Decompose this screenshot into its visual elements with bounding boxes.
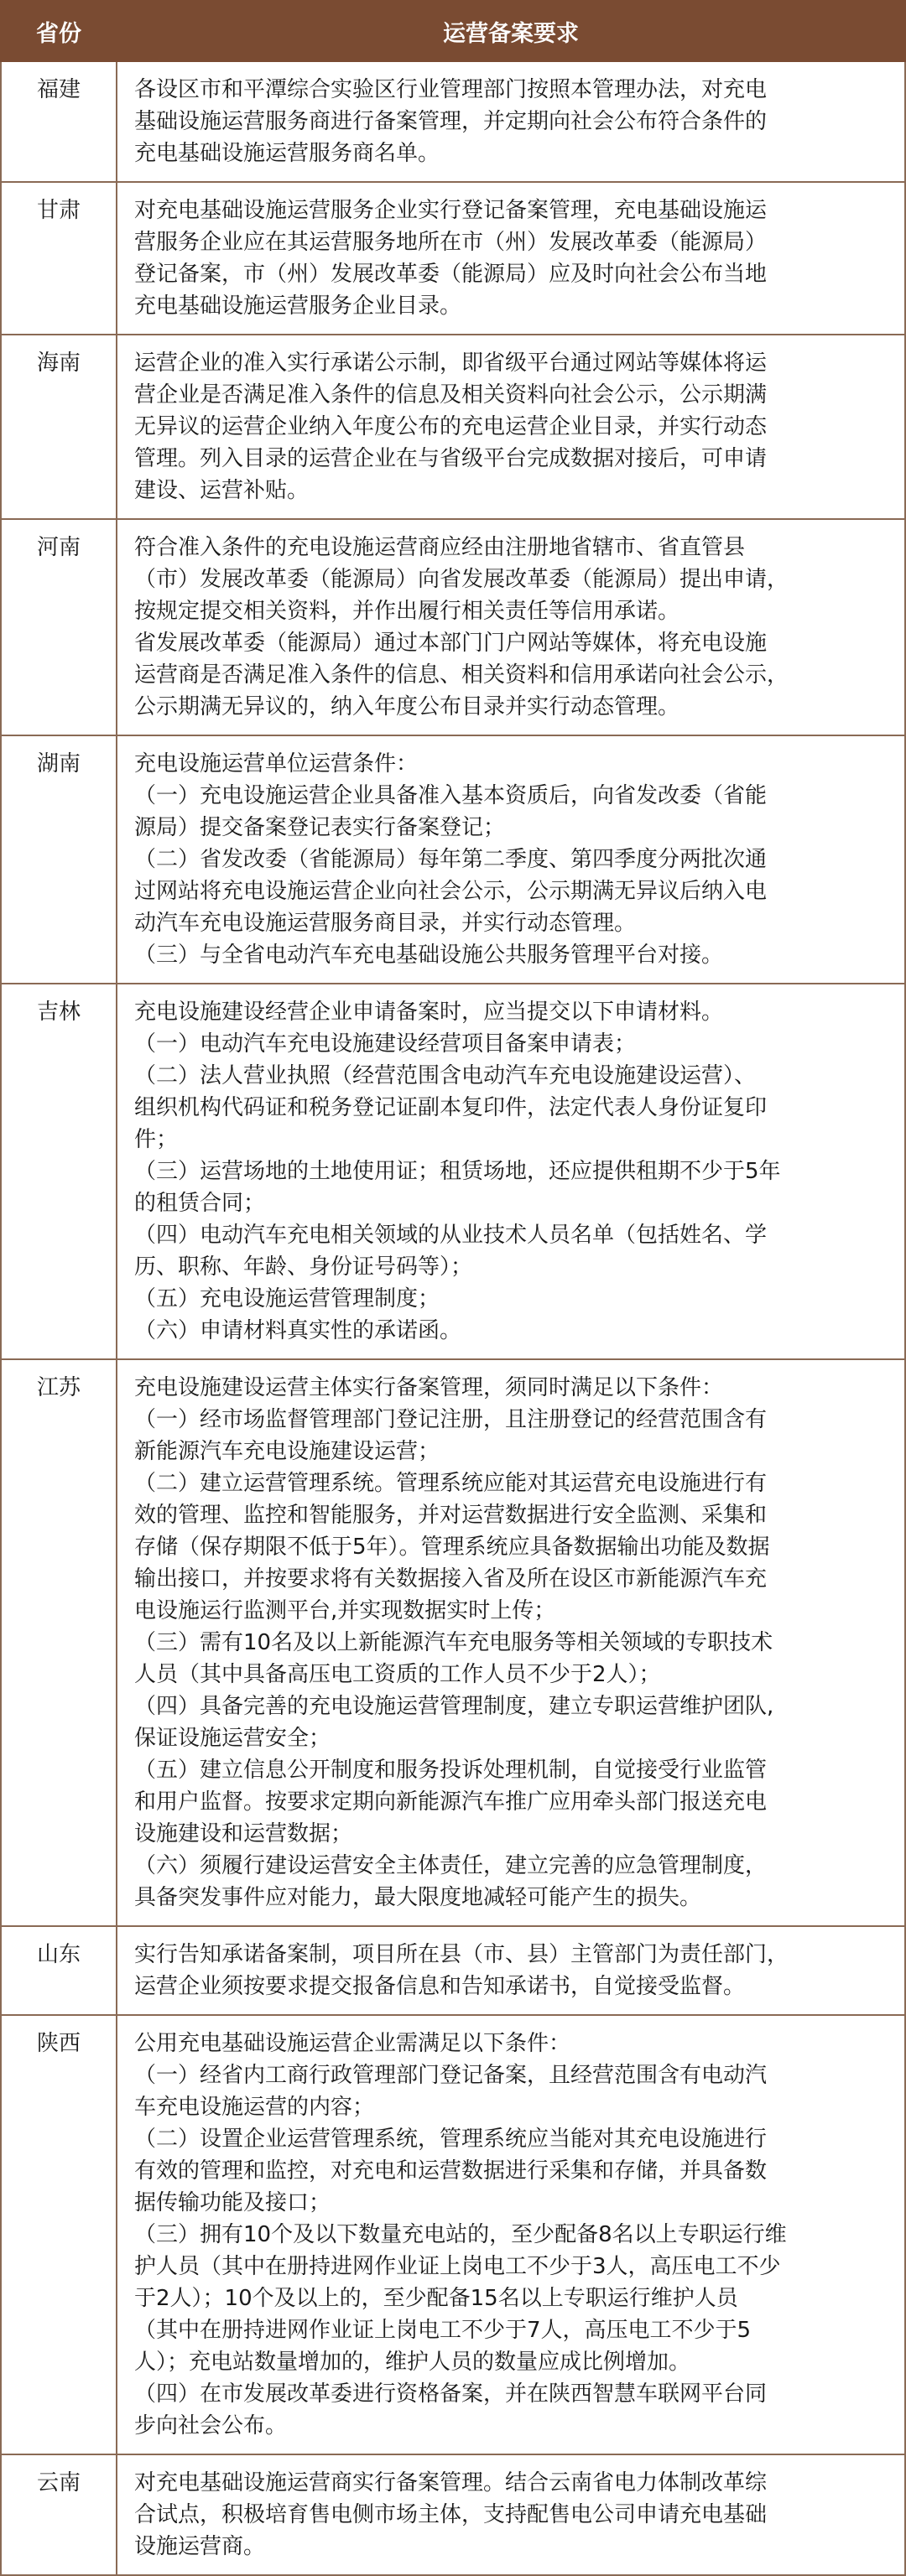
requirement-line: 各设区市和平潭综合实验区行业管理部门按照本管理办法，对充电 <box>134 77 768 102</box>
requirement-line: 公用充电基础设施运营企业需满足以下条件： <box>134 2031 571 2056</box>
requirement-line: 步向社会公布。 <box>134 2413 288 2438</box>
requirement-line: 合试点，积极培育售电侧市场主体，支持配售电公司申请充电基础 <box>134 2502 768 2527</box>
requirement-line: （二）省发改委（省能源局）每年第二季度、第四季度分两批次通 <box>134 847 768 872</box>
requirement-line: 和用户监督。按要求定期向新能源汽车推广应用牵头部门报送充电 <box>134 1789 768 1815</box>
requirement-line: 营服务企业应在其运营服务地所在市（州）发展改革委（能源局） <box>134 230 768 255</box>
requirement-line: （四）在市发展改革委进行资格备案，并在陕西智慧车联网平台同 <box>134 2381 768 2407</box>
requirement-line: 基础设施运营服务商进行备案管理，并定期向社会公布符合条件的 <box>134 109 768 134</box>
requirement-line: 历、职称、年龄、身份证号码等）； <box>134 1254 473 1280</box>
requirement-line: （一）经省内工商行政管理部门登记备案，且经营范围含有电动汽 <box>134 2063 768 2088</box>
requirement-line: （一）电动汽车充电设施建设经营项目备案申请表； <box>134 1031 637 1057</box>
requirement-line: （五）建立信息公开制度和服务投诉处理机制，自觉接受行业监管 <box>134 1758 768 1783</box>
requirement-line: 按规定提交相关资料，并作出履行相关责任等信用承诺。 <box>134 599 680 624</box>
requirement-cell <box>117 2454 905 2575</box>
requirement-line: 具备突发事件应对能力，最大限度地减轻可能产生的损失。 <box>134 1885 702 1910</box>
requirement-line: （其中在册持进网作业证上岗电工不少于7人，高压电工不少于5 <box>134 2318 752 2343</box>
requirement-line: （四）具备完善的充电设施运营管理制度，建立专职运营维护团队, <box>134 1694 774 1719</box>
requirement-line: 的租赁合同； <box>134 1191 266 1216</box>
requirement-line: （一）充电设施运营企业具备准入基本资质后，向省发改委（省能 <box>134 783 768 808</box>
header-requirement: 运营备案要求 <box>117 1 905 61</box>
requirement-cell <box>117 1359 905 1926</box>
requirement-line: （三）拥有10个及以下数量充电站的，至少配备8名以上专职运行维 <box>134 2222 787 2247</box>
requirement-line: 据传输功能及接口； <box>134 2190 331 2215</box>
requirement-cell <box>117 2015 905 2454</box>
requirement-line: 无异议的运营企业纳入年度公布的充电运营企业目录，并实行动态 <box>134 414 768 439</box>
requirement-line: 省发展改革委（能源局）通过本部门门户网站等媒体，将充电设施 <box>134 631 768 656</box>
requirement-line: 运营商是否满足准入条件的信息、相关资料和信用承诺向社会公示， <box>134 662 789 688</box>
requirement-line: （六）须履行建设运营安全主体责任，建立完善的应急管理制度， <box>134 1853 768 1878</box>
requirement-line: 对充电基础设施运营商实行备案管理。结合云南省电力体制改革综 <box>134 2470 768 2496</box>
requirement-line: 组织机构代码证和税务登记证副本复印件，法定代表人身份证复印 <box>134 1095 768 1120</box>
requirement-line: 于2人）；10个及以上的，至少配备15名以上专职运行维护人员 <box>134 2286 738 2311</box>
requirement-line: （二）法人营业执照（经营范围含电动汽车充电设施建设运营）、 <box>134 1063 757 1088</box>
requirement-line: 动汽车充电设施运营服务商目录，并实行动态管理。 <box>134 911 637 936</box>
requirement-line: 新能源汽车充电设施建设运营； <box>134 1439 440 1464</box>
requirement-line: 公示期满无异议的，纳入年度公布目录并实行动态管理。 <box>134 694 680 719</box>
table-row <box>1 61 905 182</box>
requirement-line: （二）建立运营管理系统。管理系统应能对其运营充电设施进行有 <box>134 1471 768 1496</box>
requirement-line: 人员（其中具备高压电工资质的工作人员不少于2人）； <box>134 1662 661 1687</box>
requirement-line: 保证设施运营安全； <box>134 1726 331 1751</box>
requirement-cell <box>117 984 905 1359</box>
requirement-line: （二）设置企业运营管理系统，管理系统应当能对其充电设施进行 <box>134 2127 768 2152</box>
requirement-cell <box>117 335 905 519</box>
requirement-line: 管理。列入目录的运营企业在与省级平台完成数据对接后，可申请 <box>134 446 768 471</box>
table-row <box>1 2015 905 2454</box>
table-row <box>1 984 905 1359</box>
province-cell: 吉林 <box>1 984 117 1359</box>
requirement-line: 存储（保存期限不低于5年）。管理系统应具备数据输出功能及数据 <box>134 1535 770 1560</box>
requirement-cell <box>117 61 905 182</box>
requirement-line: 件； <box>134 1127 179 1152</box>
requirement-line: 充电设施建设经营企业申请备案时，应当提交以下申请材料。 <box>134 1000 724 1025</box>
table-row <box>1 335 905 519</box>
requirement-line: （三）运营场地的土地使用证；租赁场地，还应提供租期不少于5年 <box>134 1159 781 1184</box>
province-cell: 河南 <box>1 519 117 735</box>
table-row <box>1 735 905 984</box>
requirement-line: 过网站将充电设施运营企业向社会公示，公示期满无异议后纳入电 <box>134 879 768 904</box>
province-cell: 湖南 <box>1 735 117 984</box>
province-cell: 福建 <box>1 61 117 182</box>
requirement-line: （五）充电设施运营管理制度； <box>134 1286 440 1311</box>
province-cell: 甘肃 <box>1 182 117 335</box>
requirement-line: 对充电基础设施运营服务企业实行登记备案管理，充电基础设施运 <box>134 198 768 223</box>
province-cell: 陕西 <box>1 2015 117 2454</box>
requirement-line: 设施运营商。 <box>134 2534 266 2559</box>
table-body <box>1 61 905 2575</box>
requirement-line: 有效的管理和监控，对充电和运营数据进行采集和存储，并具备数 <box>134 2158 768 2184</box>
requirement-line: 人）；充电站数量增加的，维护人员的数量应成比例增加。 <box>134 2350 691 2375</box>
table-row <box>1 2454 905 2575</box>
requirement-line: 充电基础设施运营服务商名单。 <box>134 141 440 166</box>
province-cell: 江苏 <box>1 1359 117 1926</box>
header-province: 省份 <box>1 1 117 61</box>
requirement-line: （三）需有10名及以上新能源汽车充电服务等相关领域的专职技术 <box>134 1630 773 1655</box>
requirement-line: （六）申请材料真实性的承诺函。 <box>134 1318 462 1343</box>
requirement-line: 运营企业的准入实行承诺公示制，即省级平台通过网站等媒体将运 <box>134 351 768 376</box>
requirement-line: 运营企业须按要求提交报备信息和告知承诺书，自觉接受监督。 <box>134 1974 746 1999</box>
requirement-cell <box>117 182 905 335</box>
table-row <box>1 1359 905 1926</box>
requirement-line: 营企业是否满足准入条件的信息及相关资料向社会公示，公示期满 <box>134 382 768 408</box>
requirement-line: 符合准入条件的充电设施运营商应经由注册地省辖市、省直管县 <box>134 535 746 560</box>
requirement-line: 充电基础设施运营服务企业目录。 <box>134 293 462 319</box>
table-row <box>1 1926 905 2015</box>
table-row <box>1 519 905 735</box>
requirement-line: 电设施运行监测平台,并实现数据实时上传； <box>134 1598 556 1623</box>
requirement-line: 实行告知承诺备案制，项目所在县（市、县）主管部门为责任部门， <box>134 1942 789 1967</box>
requirement-line: （一）经市场监督管理部门登记注册，且注册登记的经营范围含有 <box>134 1407 768 1432</box>
requirement-line: 设施建设和运营数据； <box>134 1821 353 1846</box>
province-cell: 山东 <box>1 1926 117 2015</box>
requirement-cell <box>117 735 905 984</box>
requirement-line: 护人员（其中在册持进网作业证上岗电工不少于3人，高压电工不少 <box>134 2254 781 2279</box>
requirement-line: 登记备案，市（州）发展改革委（能源局）应及时向社会公布当地 <box>134 262 768 287</box>
requirement-line: 车充电设施运营的内容； <box>134 2095 375 2120</box>
province-cell: 海南 <box>1 335 117 519</box>
requirement-line: （三）与全省电动汽车充电基础设施公共服务管理平台对接。 <box>134 943 724 968</box>
requirement-line: 输出接口，并按要求将有关数据接入省及所在设区市新能源汽车充 <box>134 1566 768 1592</box>
requirement-cell <box>117 1926 905 2015</box>
province-cell: 云南 <box>1 2454 117 2575</box>
requirement-line: （四）电动汽车充电相关领域的从业技术人员名单（包括姓名、学 <box>134 1223 768 1248</box>
requirement-line: 建设、运营补贴。 <box>134 478 310 503</box>
table-row <box>1 182 905 335</box>
requirement-line: 充电设施建设运营主体实行备案管理，须同时满足以下条件： <box>134 1375 724 1400</box>
requirement-line: （市）发展改革委（能源局）向省发展改革委（能源局）提出申请， <box>134 567 789 592</box>
requirement-cell <box>117 519 905 735</box>
requirement-line: 充电设施运营单位运营条件： <box>134 751 419 776</box>
table-header-row <box>1 1 905 61</box>
requirement-line: 源局）提交备案登记表实行备案登记； <box>134 815 506 840</box>
requirement-line: 效的管理、监控和智能服务，并对运营数据进行安全监测、采集和 <box>134 1503 768 1528</box>
